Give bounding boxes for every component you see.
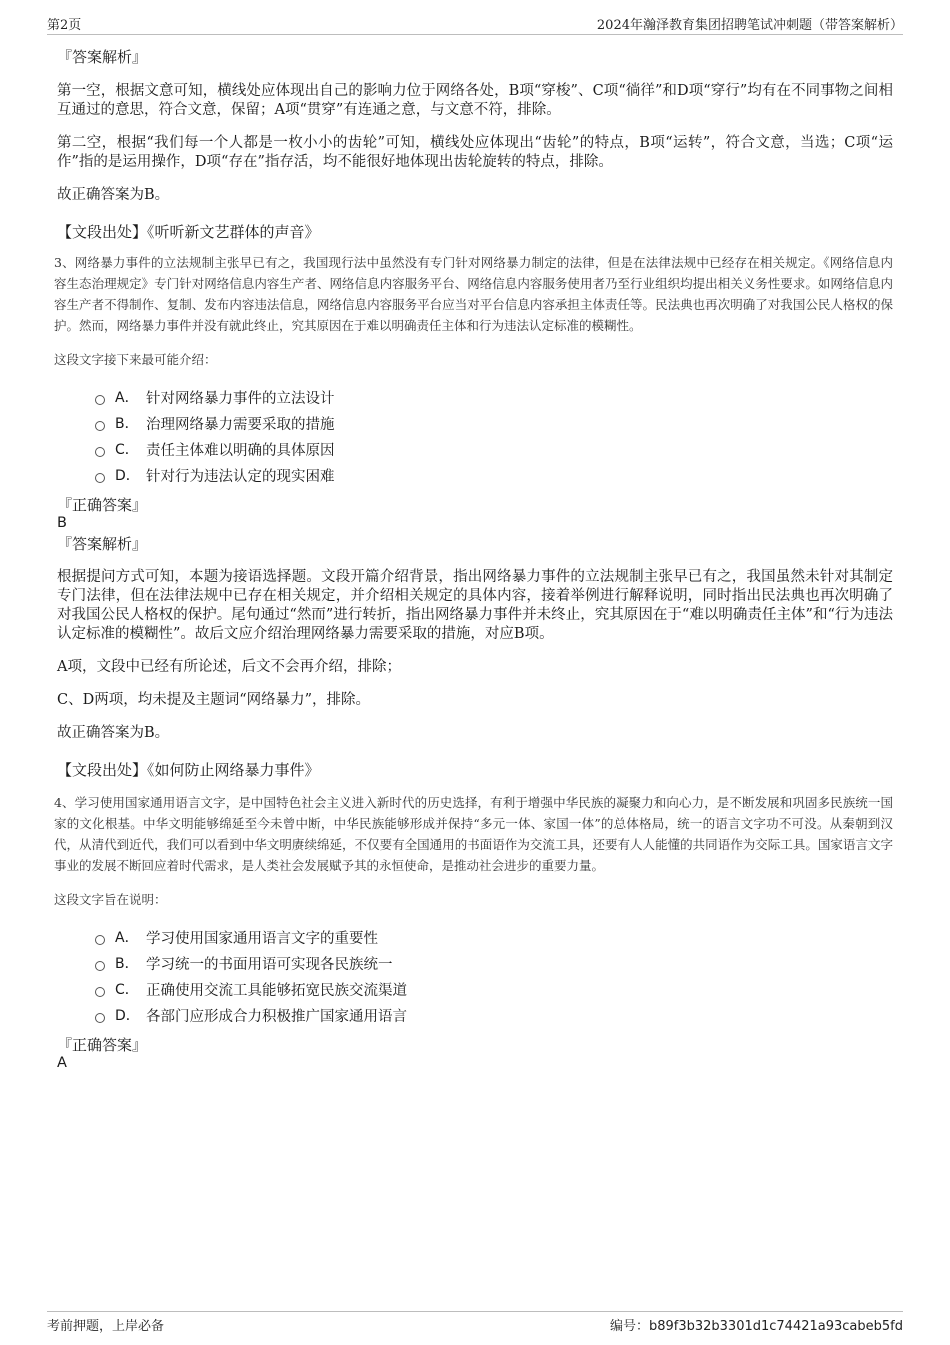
options-list <box>95 384 893 488</box>
correct-answer-heading: 『正确答案』 <box>57 496 148 514</box>
radio-button[interactable] <box>95 961 105 971</box>
option-letter: C． <box>115 442 139 458</box>
option-letter: D． <box>115 1008 140 1024</box>
analysis-paragraph: 第一空，根据文意可知，横线处应体现出自己的影响力位于网络各处，B项“穿梭”、C项“徜徉”和D项“穿行”均有在不同事物之间相互通过的意思，符合文意，保留；A项“贯穿”有连通之意，与文意不符，排除。 <box>57 83 893 118</box>
question-text: 3、网络暴力事件的立法规制主张早已有之，我国现行法中虽然没有专门针对网络暴力制定的法律，但是在法律法规中已经存在相关规定。《网络信息内容生态治理规定》专门针对网络信息内容生产者、网络信息内容服务平台、网络信息内容服务使用者乃至行业组织均提出相关义务性要求。如网络信息内容生产者不得制作、复制、发布内容违法信息，网络信息内容服务平台应当对平台信息内容承担主体责任等。民法典也再次明确了对我国公民人格权的保护。然而，网络暴力事件并没有就此终止，究其原因在于难以明确责任主体和行为违法认定标准的模糊性。 <box>54 255 893 333</box>
option-b[interactable] <box>95 950 893 976</box>
option-a[interactable] <box>95 384 893 410</box>
option-b[interactable] <box>95 410 893 436</box>
analysis-paragraph: C、D两项，均未提及主题词“网络暴力”，排除。 <box>57 692 371 708</box>
options-list <box>95 924 893 1028</box>
option-text: 学习使用国家通用语言文字的重要性 <box>146 930 378 947</box>
question-prompt: 这段文字旨在说明： <box>54 892 167 907</box>
option-text: 针对网络暴力事件的立法设计 <box>146 390 335 407</box>
radio-button[interactable] <box>95 447 105 457</box>
analysis-paragraph: 故正确答案为B。 <box>57 187 170 203</box>
option-text: 治理网络暴力需要采取的措施 <box>146 416 335 433</box>
question-text: 4、学习使用国家通用语言文字，是中国特色社会主义进入新时代的历史选择，有利于增强中华民族的凝聚力和向心力，是不断发展和巩固多民族统一国家的文化根基。中华文明能够绵延至今未曾中断，中华民族能够形成并保持“多元一体、家国一体”的总体格局，统一的语言文字功不可没。从秦朝到汉代，从清代到近代，我们可以看到中华文明赓续绵延，不仅要有全国通用的书面语作为交流工具，还要有人人能懂的共同语作为交际工具。国家语言文字事业的发展不断回应着时代需求，是人类社会发展赋予其的永恒使命，是推动社会进步的重要力量。 <box>54 795 893 873</box>
option-letter: C． <box>115 982 139 998</box>
page-footer <box>47 1311 903 1336</box>
passage-source: 【文段出处】《如何防止网络暴力事件》 <box>57 761 320 779</box>
option-a[interactable] <box>95 924 893 950</box>
option-letter: B． <box>115 416 139 432</box>
analysis-paragraph: 故正确答案为B。 <box>57 725 170 741</box>
option-text: 针对行为违法认定的现实困难 <box>146 468 335 485</box>
option-text: 各部门应形成合力积极推广国家通用语言 <box>146 1008 407 1025</box>
option-letter: A． <box>115 930 139 946</box>
analysis-heading: 『答案解析』 <box>57 535 148 553</box>
footer-slogan: 考前押题，上岸必备 <box>47 1319 165 1334</box>
option-c[interactable] <box>95 976 893 1002</box>
question-prompt: 这段文字接下来最可能介绍： <box>54 352 217 367</box>
option-c[interactable] <box>95 436 893 462</box>
analysis-paragraph: 根据提问方式可知，本题为接语选择题。文段开篇介绍背景，指出网络暴力事件的立法规制主张早已有之，我国虽然未针对其制定专门法律，但在法律法规中已存在相关规定，并介绍相关规定的具体内容，接着举例进行解释说明，同时指出民法典也再次明确了对我国公民人格权的保护。尾句通过“然而”进行转折，指出网络暴力事件并未终止，究其原因在于“难以明确责任主体”和“行为违法认定标准的模糊性”。故后文应介绍治理网络暴力需要采取的措施，对应B项。 <box>57 569 893 642</box>
radio-button[interactable] <box>95 473 105 483</box>
page-header <box>47 14 903 35</box>
option-text: 学习统一的书面用语可实现各民族统一 <box>146 956 393 973</box>
radio-button[interactable] <box>95 935 105 945</box>
correct-answer-heading: 『正确答案』 <box>57 1036 148 1054</box>
option-d[interactable] <box>95 462 893 488</box>
radio-button[interactable] <box>95 987 105 997</box>
analysis-paragraph: A项，文段中已经有所论述，后文不会再介绍，排除； <box>57 659 401 675</box>
radio-button[interactable] <box>95 1013 105 1023</box>
analysis-heading: 『答案解析』 <box>57 48 148 66</box>
radio-button[interactable] <box>95 421 105 431</box>
option-letter: B． <box>115 956 139 972</box>
page-content <box>54 46 893 1071</box>
document-title: 2024年瀚泽教育集团招聘笔试冲刺题（带答案解析） <box>596 18 903 33</box>
code-label: 编号： <box>609 1319 649 1334</box>
option-d[interactable] <box>95 1002 893 1028</box>
option-letter: A． <box>115 390 139 406</box>
passage-source: 【文段出处】《听听新文艺群体的声音》 <box>57 223 320 241</box>
option-text: 正确使用交流工具能够拓宽民族交流渠道 <box>146 982 407 999</box>
option-letter: D． <box>115 468 140 484</box>
code-value: b89f3b32b3301d1c74421a93cabeb5fd <box>648 1319 903 1334</box>
correct-answer: A <box>57 1055 67 1071</box>
page-number: 第2页 <box>47 18 82 33</box>
radio-button[interactable] <box>95 395 105 405</box>
analysis-paragraph: 第二空，根据“我们每一个人都是一枚小小的齿轮”可知，横线处应体现出“齿轮”的特点，B项“运转”，符合文意，当选；C项“运作”指的是运用操作，D项“存在”指存活，均不能很好地体现出齿轮旋转的特点，排除。 <box>57 135 893 170</box>
correct-answer: B <box>57 515 67 531</box>
option-text: 责任主体难以明确的具体原因 <box>146 442 335 459</box>
document-code <box>610 1315 903 1334</box>
